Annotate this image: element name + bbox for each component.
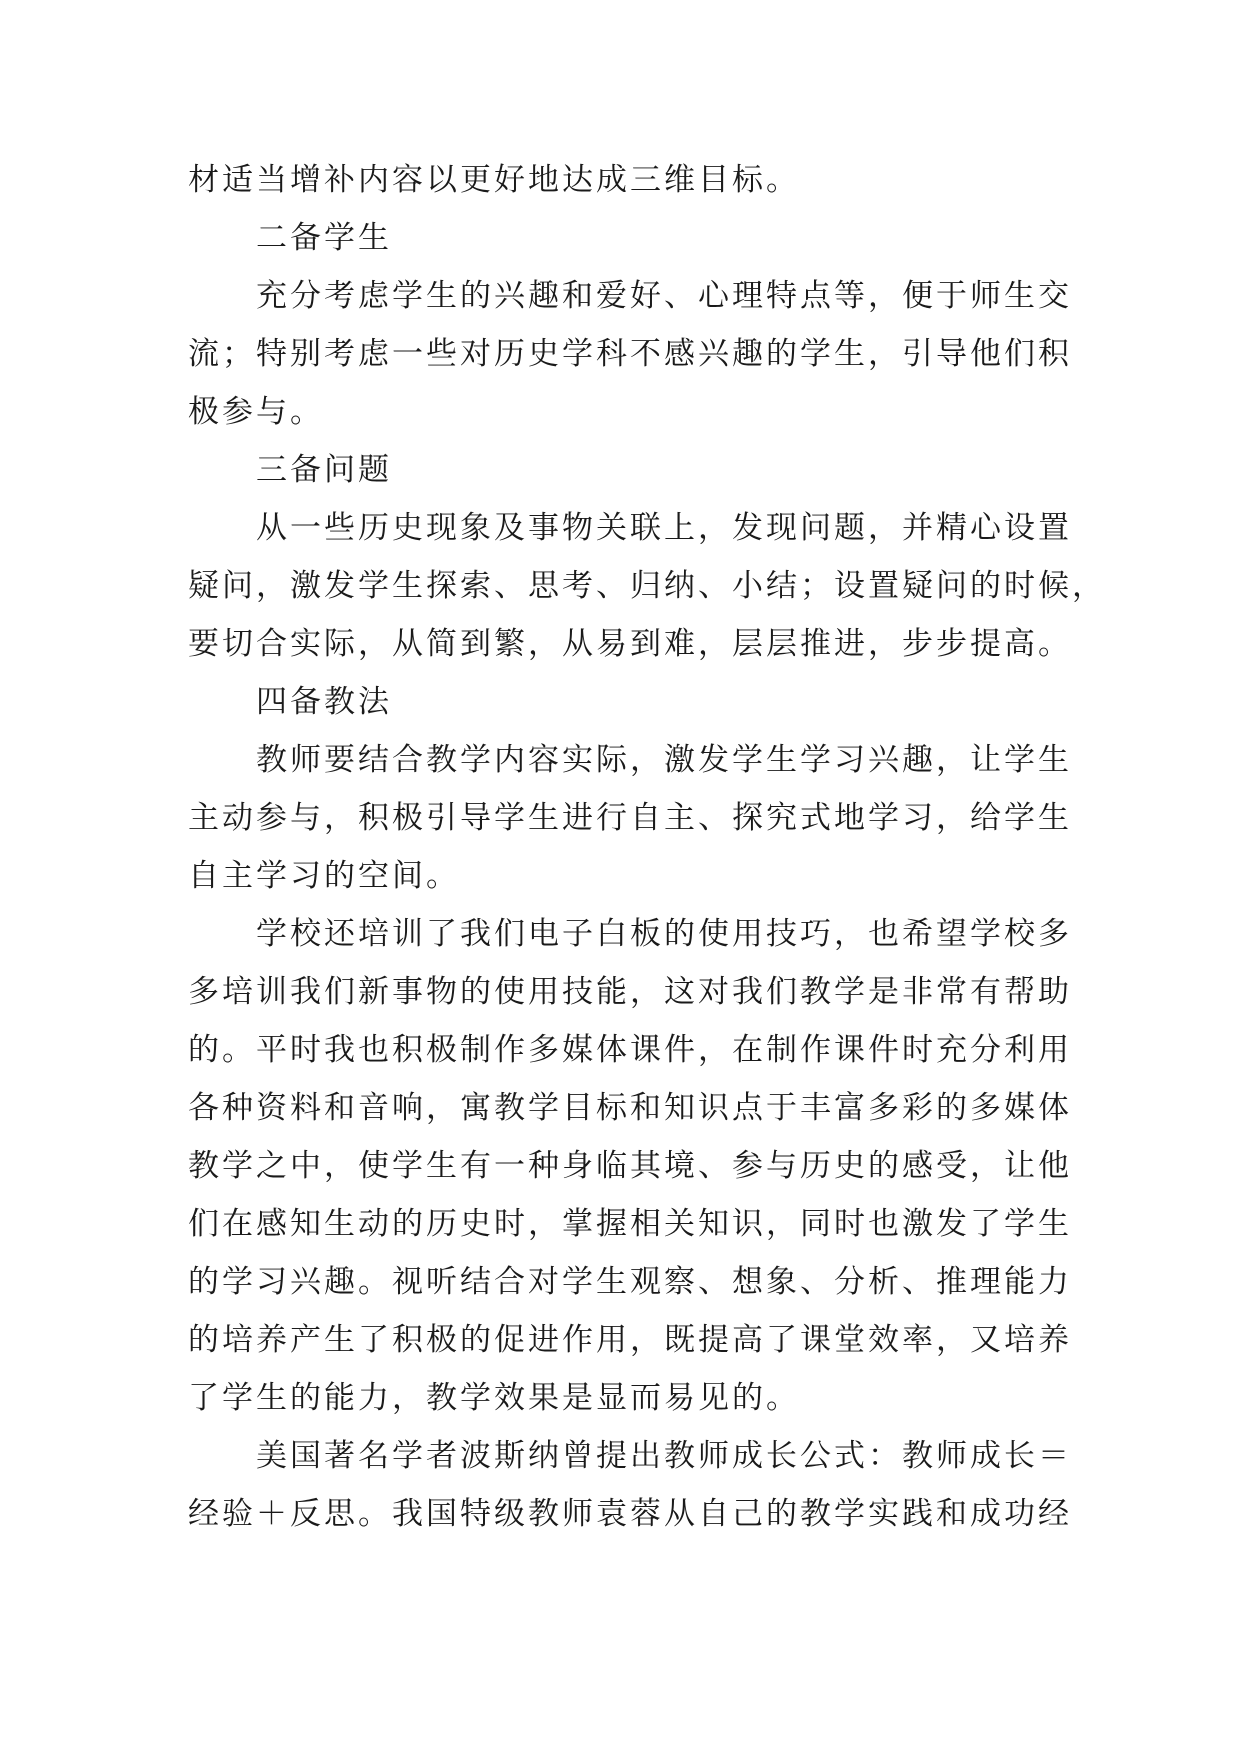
text-line: 的培养产生了积极的促进作用，既提高了课堂效率，又培养 [188,1322,1072,1358]
text-line: 流；特别考虑一些对历史学科不感兴趣的学生，引导他们积 [188,336,1072,372]
section-heading-methods: 四备教法 [256,684,392,720]
text-line: 了学生的能力，教学效果是显而易见的。 [188,1380,800,1416]
text-line: 经验＋反思。我国特级教师袁蓉从自己的教学实践和成功经 [188,1496,1072,1532]
text-line: 疑问，激发学生探索、思考、归纳、小结；设置疑问的时候， [188,568,1106,604]
text-line: 各种资料和音响，寓教学目标和知识点于丰富多彩的多媒体 [188,1090,1072,1126]
text-line: 极参与。 [188,394,324,430]
body-text [188,151,1106,1543]
text-line: 教师要结合教学内容实际，激发学生学习兴趣，让学生 [256,742,1072,778]
text-line: 材适当增补内容以更好地达成三维目标。 [188,162,800,198]
text-line: 自主学习的空间。 [188,858,460,894]
text-line: 充分考虑学生的兴趣和爱好、心理特点等，便于师生交 [256,278,1072,314]
section-heading-students: 二备学生 [256,220,392,256]
text-line: 的学习兴趣。视听结合对学生观察、想象、分析、推理能力 [188,1264,1072,1300]
text-line: 学校还培训了我们电子白板的使用技巧，也希望学校多 [256,916,1072,952]
text-line: 主动参与，积极引导学生进行自主、探究式地学习，给学生 [188,800,1072,836]
text-line: 们在感知生动的历史时，掌握相关知识，同时也激发了学生 [188,1206,1072,1242]
text-line: 从一些历史现象及事物关联上，发现问题，并精心设置 [256,510,1072,546]
text-line: 多培训我们新事物的使用技能，这对我们教学是非常有帮助 [188,974,1072,1010]
text-line: 美国著名学者波斯纳曾提出教师成长公式：教师成长＝ [256,1438,1072,1474]
text-line: 的。平时我也积极制作多媒体课件，在制作课件时充分利用 [188,1032,1072,1068]
text-line: 要切合实际，从简到繁，从易到难，层层推进，步步提高。 [188,626,1072,662]
section-heading-questions: 三备问题 [256,452,392,488]
text-line: 教学之中，使学生有一种身临其境、参与历史的感受，让他 [188,1148,1072,1184]
